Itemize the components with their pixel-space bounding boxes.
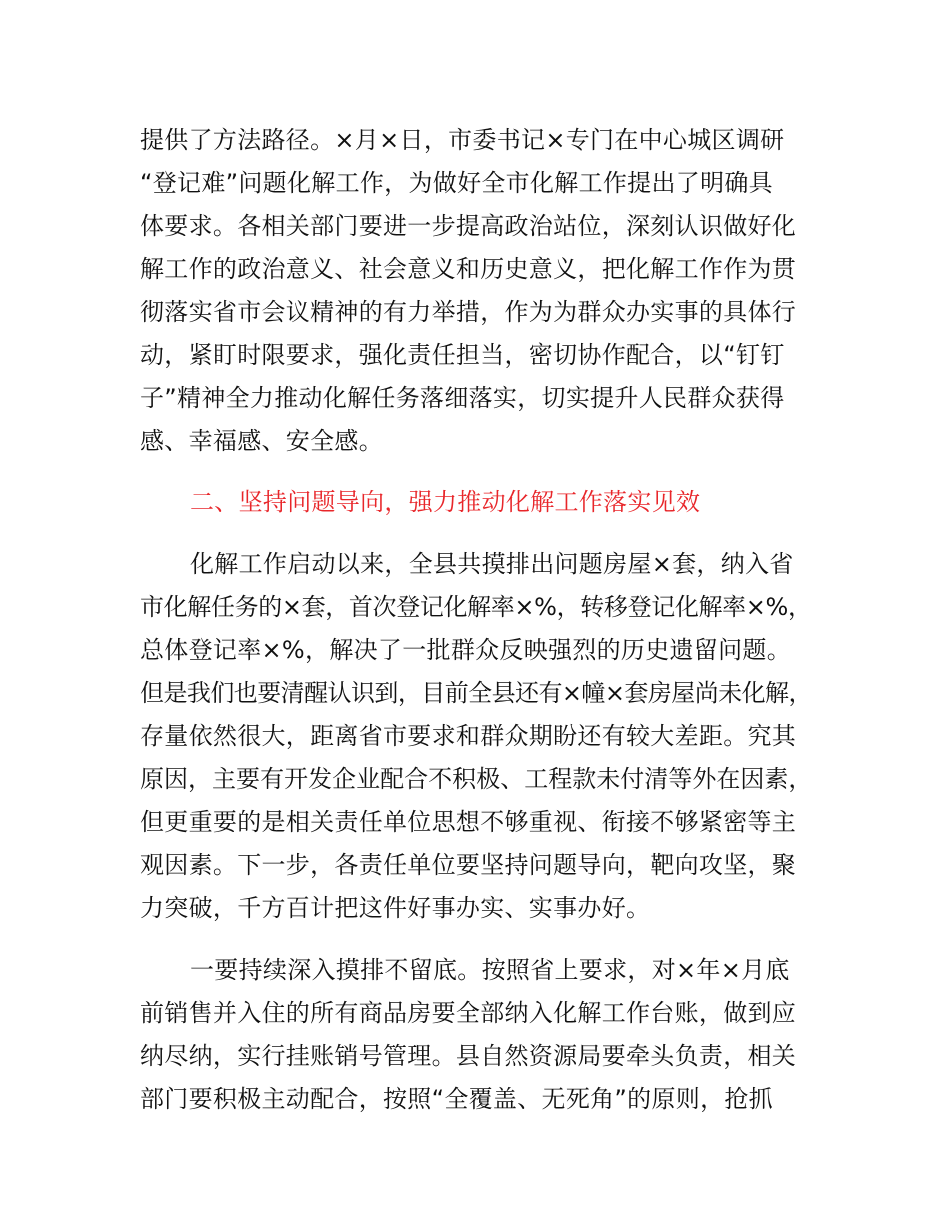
paragraph-2-line-7: 但更重要的是相关责任单位思想不够重视、衔接不够紧密等主 [140,808,797,836]
paragraph-1-line-6: 动，紧盯时限要求，强化责任担当，密切协作配合，以“钉钉 [140,341,785,369]
paragraph-2-line-9: 力突破，千方百计把这件好事办实、实事办好。 [140,894,651,922]
section-heading: 二、坚持问题导向，强力推动化解工作落实见效 [190,488,701,516]
paragraph-3-line-3: 纳尽纳，实行挂账销号管理。县自然资源局要牵头负责，相关 [140,1042,797,1070]
paragraph-3-line-2: 前销售并入住的所有商品房要全部纳入化解工作台账，做到应 [140,999,797,1027]
paragraph-2-line-4: 但是我们也要清醒认识到，目前全县还有×幢×套房屋尚未化解， [140,679,812,707]
paragraph-1-line-1: 提供了方法路径。×月×日，市委书记×专门在中心城区调研 [140,126,785,154]
paragraph-2-line-3: 总体登记率×%，解决了一批群众反映强烈的历史遗留问题。 [140,636,792,664]
paragraph-3-line-1: 一要持续深入摸排不留底。按照省上要求，对×年×月底 [190,956,790,984]
paragraph-1-line-3: 体要求。各相关部门要进一步提高政治站位，深刻认识做好化 [140,212,797,240]
paragraph-1-line-2: “登记难”问题化解工作，为做好全市化解工作提出了明确具 [140,169,773,197]
paragraph-3-line-4: 部门要积极主动配合，按照“全覆盖、无死角”的原则，抢抓 [140,1085,773,1113]
paragraph-1-line-4: 解工作的政治意义、社会意义和历史意义，把化解工作作为贯 [140,255,797,283]
paragraph-2-line-2: 市化解任务的×套，首次登记化解率×%，转移登记化解率×%， [140,593,812,621]
paragraph-1-line-5: 彻落实省市会议精神的有力举措，作为为群众办实事的具体行 [140,298,797,326]
paragraph-2-line-5: 存量依然很大，距离省市要求和群众期盼还有较大差距。究其 [140,722,797,750]
paragraph-1-line-7: 子”精神全力推动化解任务落细落实，切实提升人民群众获得 [140,384,785,412]
paragraph-2-line-8: 观因素。下一步，各责任单位要坚持问题导向，靶向攻坚，聚 [140,851,797,879]
paragraph-2-line-6: 原因，主要有开发企业配合不积极、工程款未付清等外在因素， [140,765,813,793]
paragraph-1-line-8: 感、幸福感、安全感。 [140,427,383,455]
paragraph-2-line-1: 化解工作启动以来，全县共摸排出问题房屋×套，纳入省 [190,550,794,578]
